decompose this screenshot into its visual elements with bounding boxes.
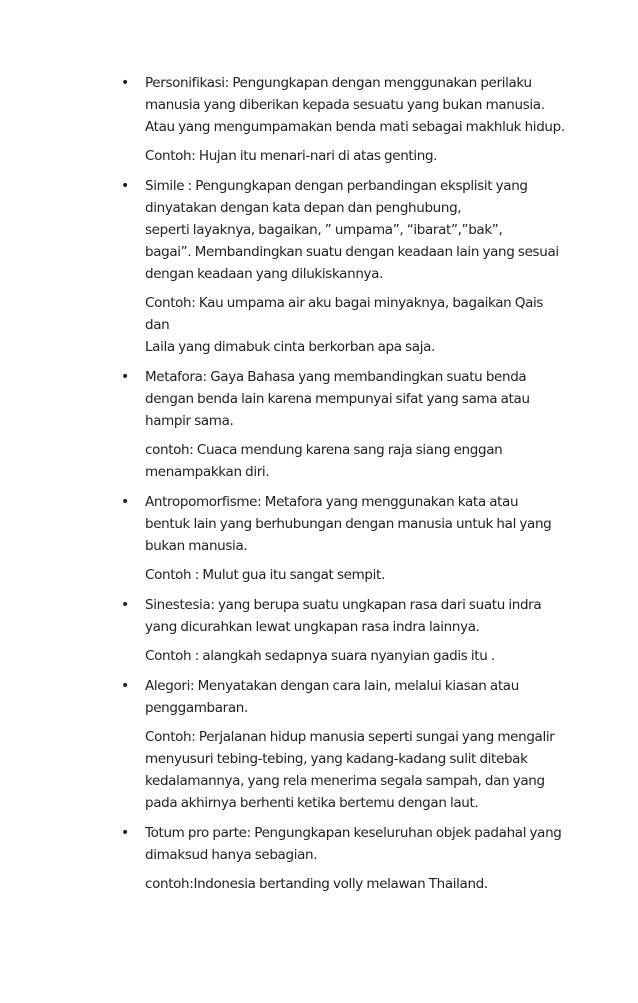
list-item-metafora <box>0 366 638 483</box>
definition-text: Antropomorfisme: Metafora yang menggunakan kata atau bentuk lain yang berhubungan dengan manusia untuk hal yang bukan manusia. <box>145 494 552 554</box>
bullet-icon: • <box>121 678 130 694</box>
bullet-icon: • <box>121 825 130 841</box>
definition-text: Simile : Pengungkapan dengan perbandingan eksplisit yang dinyatakan dengan kata depan dan penghubung, seperti layaknya, bagaikan, ” umpama”, “ibarat”,”bak”, bagai”. Membandingkan suatu dengan keadaan lain yang sesuai dengan keadaan yang dilukiskannya. <box>145 178 559 282</box>
list-item-alegori <box>0 675 638 814</box>
bullet-icon: • <box>121 75 130 91</box>
definition-text: Sinestesia: yang berupa suatu ungkapan rasa dari suatu indra yang dicurahkan lewat ungkapan rasa indra lainnya. <box>145 597 542 635</box>
definition-text: Alegori: Menyatakan dengan cara lain, melalui kiasan atau penggambaran. <box>145 678 519 716</box>
example-text: Contoh: Hujan itu menari-nari di atas genting. <box>145 148 438 164</box>
list-item-simile <box>0 175 638 358</box>
list-item-sinestesia <box>0 594 638 667</box>
example-text: contoh: Cuaca mendung karena sang raja siang enggan menampakkan diri. <box>145 442 503 480</box>
list-item-totum-pro-parte <box>0 822 638 895</box>
bullet-icon: • <box>121 178 130 194</box>
example-text: Contoh : alangkah sedapnya suara nyanyian gadis itu . <box>145 648 495 664</box>
bullet-icon: • <box>121 369 130 385</box>
definition-text: Totum pro parte: Pengungkapan keseluruhan objek padahal yang dimaksud hanya sebagian. <box>145 825 562 863</box>
figure-of-speech-list <box>0 72 638 903</box>
definition-text: Personifikasi: Pengungkapan dengan menggunakan perilaku manusia yang diberikan kepada sesuatu yang bukan manusia. Atau yang mengumpamakan benda mati sebagai makhluk hidup. <box>145 75 565 135</box>
bullet-icon: • <box>121 597 130 613</box>
example-text: Contoh: Perjalanan hidup manusia seperti sungai yang mengalir menyusuri tebing-tebing, yang kadang-kadang sulit ditebak kedalamannya, yang rela menerima segala sampah, dan yang pada akhirnya berhenti ketika bertemu dengan laut. <box>145 729 555 811</box>
definition-text: Metafora: Gaya Bahasa yang membandingkan suatu benda dengan benda lain karena mempunyai sifat yang sama atau hampir sama. <box>145 369 530 429</box>
bullet-icon: • <box>121 494 130 510</box>
example-text: Contoh : Mulut gua itu sangat sempit. <box>145 567 385 583</box>
list-item-personifikasi <box>0 72 638 167</box>
example-text: Contoh: Kau umpama air aku bagai minyaknya, bagaikan Qais dan Laila yang dimabuk cinta berkorban apa saja. <box>145 295 544 355</box>
list-item-antropomorfisme <box>0 491 638 586</box>
example-text: contoh:Indonesia bertanding volly melawan Thailand. <box>145 876 488 892</box>
